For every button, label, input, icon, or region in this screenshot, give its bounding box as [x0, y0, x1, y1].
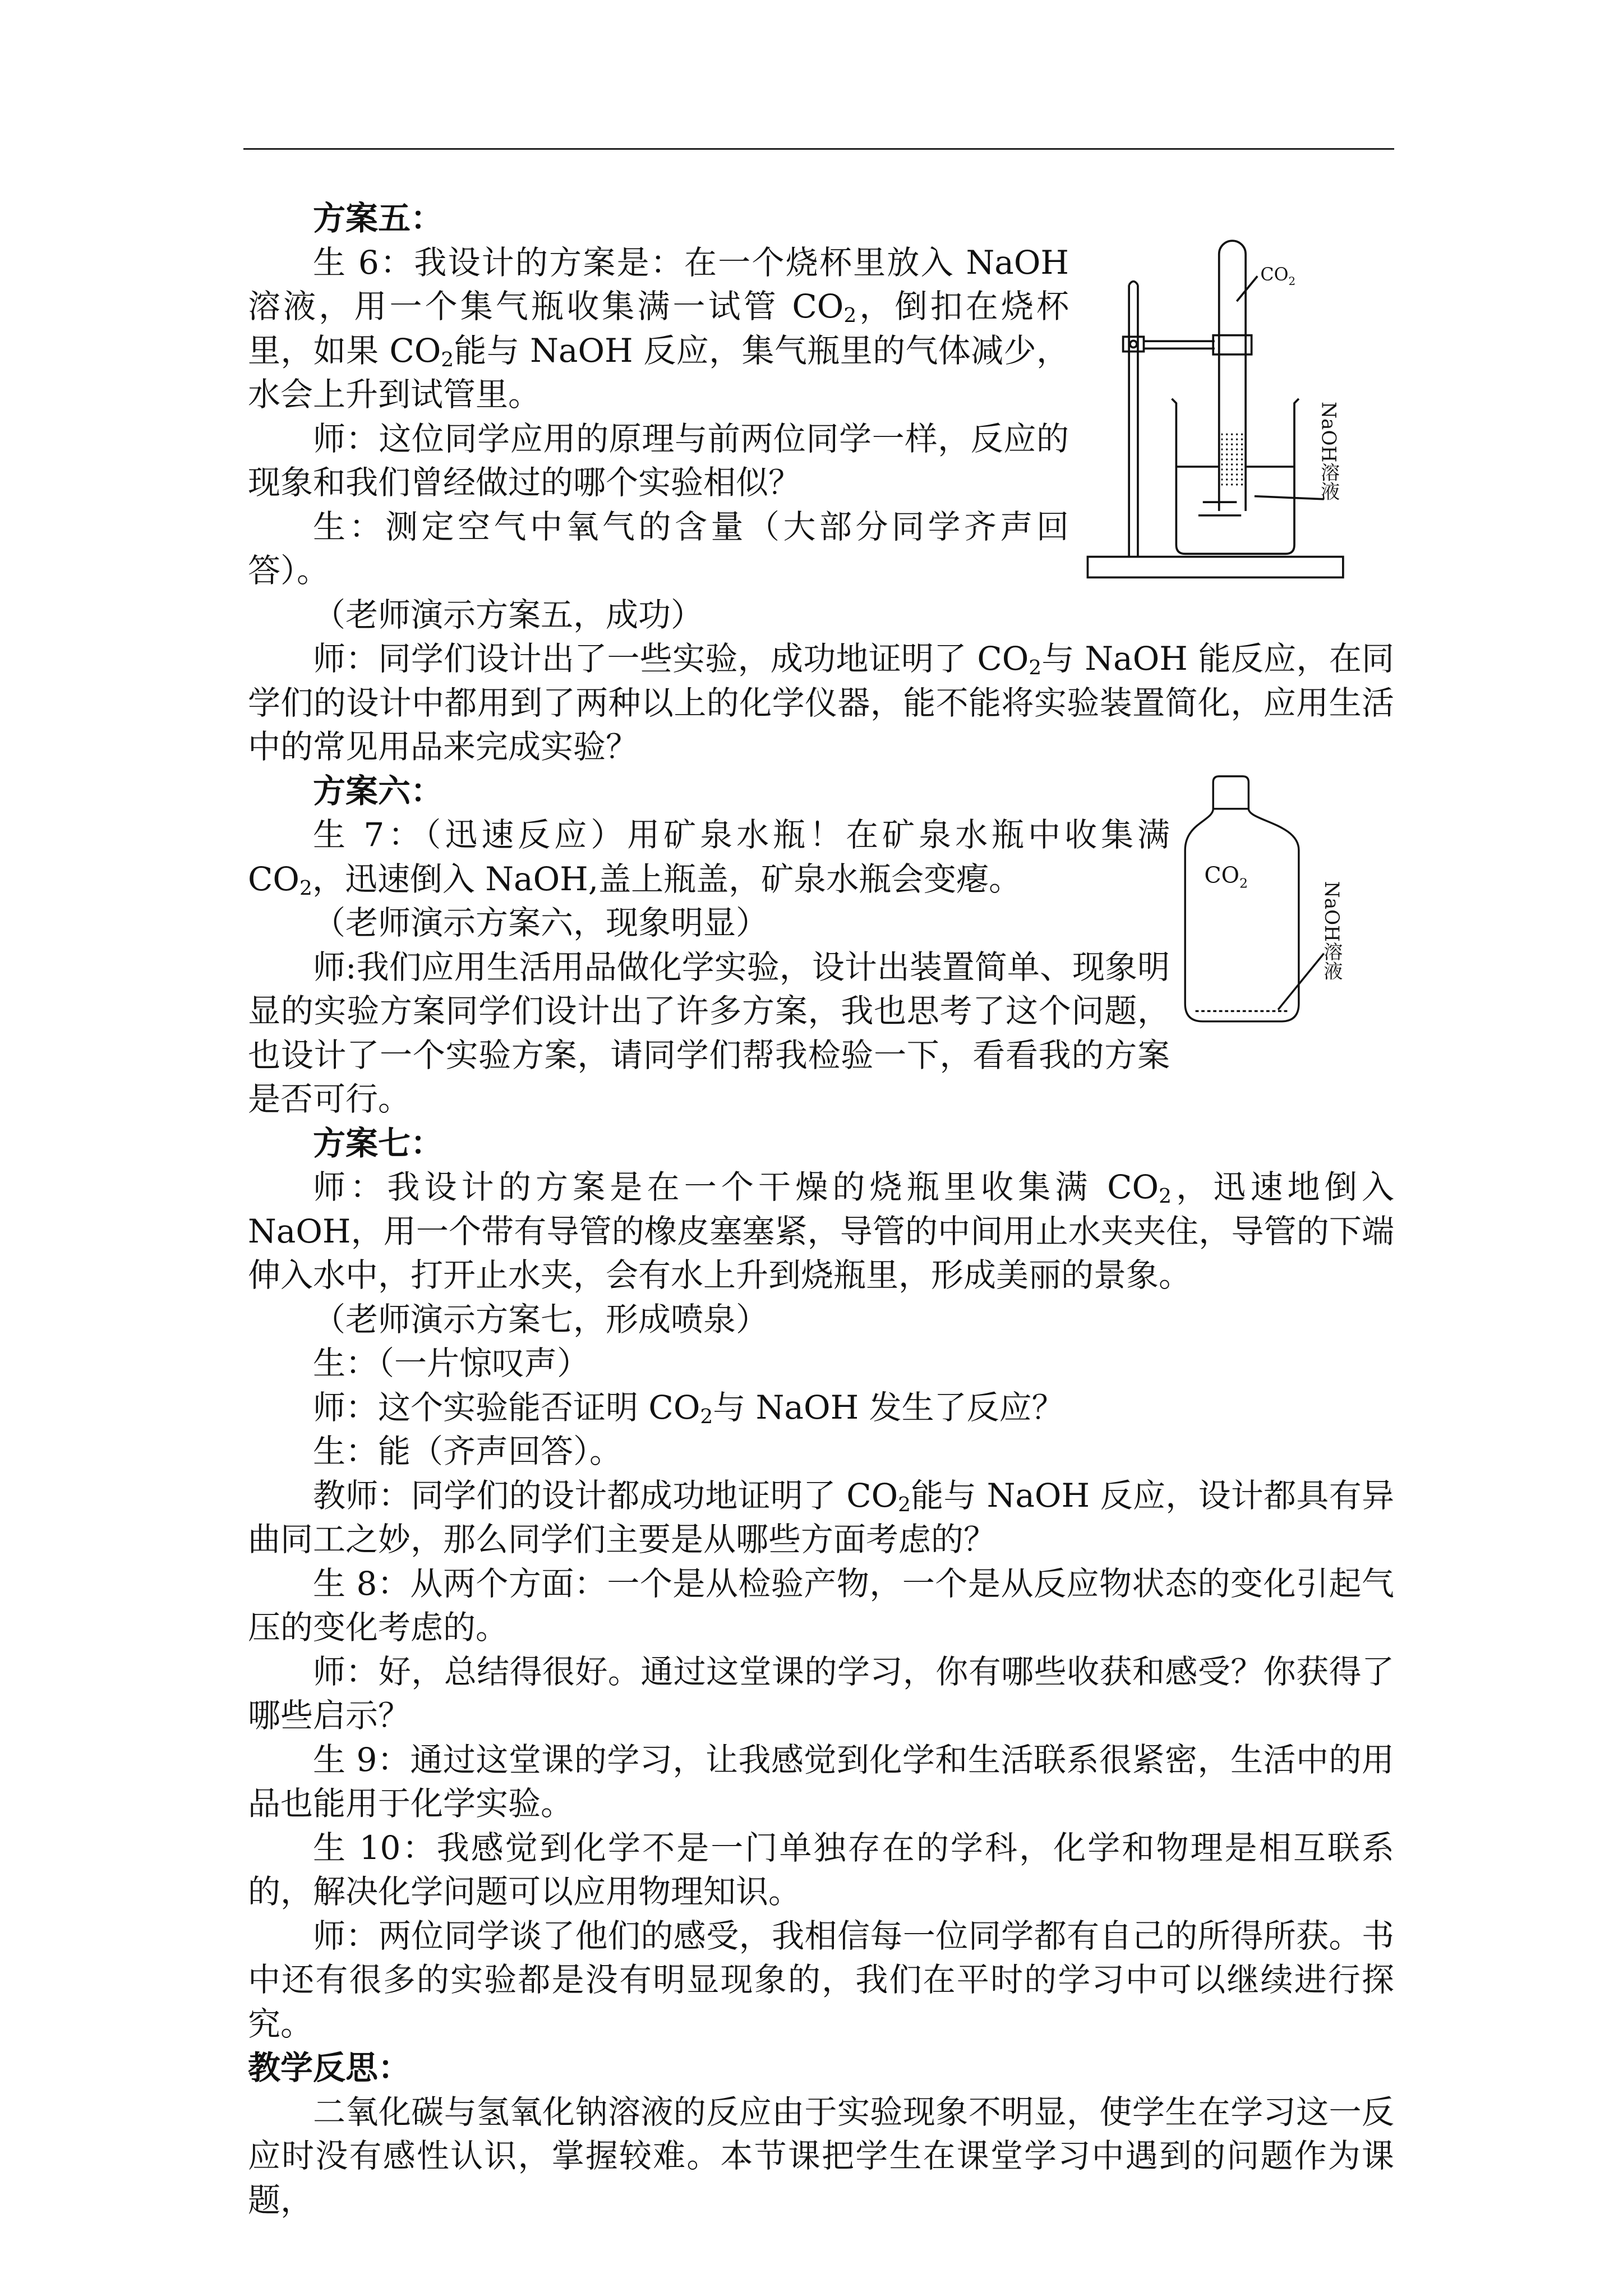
paragraph-text: ，迅速倒入 NaOH,盖上瓶盖，矿泉水瓶会变瘪。: [312, 859, 1022, 898]
paragraph-text: ，迅速地倒入 NaOH，用一个带有导管的橡皮塞塞紧，导管的中间用止水夹夹住，导管的下端伸入水中，打开止水夹，会有水上升到烧瓶里，形成美丽的景象。: [248, 1168, 1394, 1294]
paragraph-text: 师：这个实验能否证明 CO: [313, 1388, 700, 1427]
base-plate: [1087, 557, 1343, 578]
gas-label: [1204, 862, 1248, 891]
header-rule: [243, 148, 1394, 150]
paragraph-text: 生 6：我设计的方案是：在一个烧杯里放入 NaOH 溶液，用一个集气瓶收集满一试管 CO: [248, 243, 1069, 325]
paragraph-text: 生 9：通过这堂课的学习，让我感觉到化学和生活联系很紧密，生活中的用品也能用于化学实验。: [248, 1740, 1394, 1823]
paragraph-text: （老师演示方案五，成功）: [313, 595, 704, 634]
solution-label: NaOH溶液: [1317, 402, 1340, 501]
paragraph-text: 师：我设计的方案是在一个干燥的烧瓶里收集满 CO: [313, 1168, 1159, 1206]
solution-leader-line: [1278, 953, 1324, 1009]
paragraph-text: 教师：同学们的设计都成功地证明了 CO: [313, 1476, 898, 1515]
gas-label-text: CO: [1260, 265, 1289, 286]
heading-text: 方案五：: [313, 199, 444, 237]
document-body: [248, 196, 1394, 2222]
clamp: [1123, 335, 1252, 355]
paragraph-text: ，倒扣在烧杯里，如果 CO: [248, 287, 1069, 370]
paragraph-text: 生 8：从两个方面：一个是从检验产物，一个是从反应物状态的变化引起气压的变化考虑的。: [248, 1564, 1394, 1646]
figure-bottle: [1170, 769, 1394, 1117]
subscript: 2: [441, 348, 454, 371]
heading-text: 教学反思：: [248, 2049, 411, 2087]
subscript: 2: [299, 876, 312, 900]
gas-label-text: CO: [1204, 862, 1239, 888]
dialogue-paragraph: [248, 1165, 1394, 1297]
section-heading: [248, 1121, 1394, 1166]
figure-test-tube-apparatus: [1069, 196, 1394, 583]
paragraph-text: 与 NaOH 发生了反应？: [713, 1388, 1064, 1427]
bottle-drawing: [1178, 772, 1350, 1029]
paragraph-text: 师:我们应用生活用品做化学实验，设计出装置简单、现象明显的实验方案同学们设计出了许多方案，我也思考了这个问题，也设计了一个实验方案，请同学们帮我检验一下，看看我的方案是否可行。: [248, 947, 1170, 1118]
dialogue-paragraph: [248, 1474, 1394, 1562]
dialogue-paragraph: [248, 1386, 1394, 1430]
stand-rod: [1129, 282, 1138, 557]
dialogue-paragraph: [248, 1650, 1394, 1738]
heading-text: 方案七：: [313, 1124, 444, 1162]
dialogue-paragraph: [248, 1738, 1394, 1826]
paragraph-text: 生：能（齐声回答）。: [313, 1432, 623, 1470]
subscript: 2: [700, 1405, 713, 1428]
paragraph-text: 能与 NaOH 反应，设计都具有异曲同工之妙，那么同学们主要是从哪些方面考虑的？: [248, 1476, 1394, 1558]
section-heading: [248, 2046, 1394, 2090]
paragraph-text: 生 7：（迅速反应）用矿泉水瓶！在矿泉水瓶中收集满 CO: [248, 816, 1170, 898]
subscript: 2: [1159, 1184, 1172, 1208]
stage-note: [248, 1297, 1394, 1342]
paragraph-text: 师：好，总结得很好。通过这堂课的学习，你有哪些收获和感受？你获得了哪些启示？: [248, 1652, 1394, 1734]
heading-text: 方案六：: [313, 771, 444, 810]
gas-label: [1260, 265, 1295, 288]
paragraph-text: 二氧化碳与氢氧化钠溶液的反应由于实验现象不明显，使学生在学习这一反应时没有感性认识，掌握较难。本节课把学生在课堂学习中遇到的问题作为课题，: [248, 2092, 1394, 2219]
paragraph-text: 生：测定空气中氧气的含量（大部分同学齐声回答）。: [248, 507, 1069, 590]
dialogue-paragraph: [248, 1914, 1394, 2046]
paragraph-text: 能与 NaOH 反应，集气瓶里的气体减少，水会上升到试管里。: [248, 331, 1069, 413]
gas-leader-line: [1237, 276, 1257, 301]
subscript: 2: [898, 1493, 911, 1516]
reflection-paragraph: [248, 2090, 1394, 2223]
paragraph-text: （老师演示方案六，现象明显）: [313, 904, 769, 942]
bubble-dots: [1221, 432, 1243, 487]
paragraph-text: 生：（一片惊叹声）: [313, 1344, 590, 1382]
subscript: 2: [1029, 656, 1042, 679]
paragraph-text: 师：同学们设计出了一些实验，成功地证明了 CO: [313, 639, 1029, 678]
paragraph-text: 与 NaOH 能反应，在同学们的设计中都用到了两种以上的化学仪器，能不能将实验装置简化，应用生活中的常见用品来完成实验？: [248, 639, 1394, 766]
paragraph-text: 师：两位同学谈了他们的感受，我相信每一位同学都有自己的所得所获。书中还有很多的实验都是没有明显现象的，我们在平时的学习中可以继续进行探究。: [248, 1916, 1394, 2043]
dialogue-paragraph: [248, 1562, 1394, 1650]
paragraph-text: （老师演示方案七，形成喷泉）: [313, 1300, 769, 1338]
gas-label-subscript: 2: [1239, 875, 1248, 891]
solution-leader-line: [1255, 496, 1324, 499]
apparatus-drawing: [1077, 229, 1350, 583]
stage-note: [248, 593, 1394, 637]
paragraph-text: 师：这位同学应用的原理与前两位同学一样，反应的现象和我们曾经做过的哪个实验相似？: [248, 419, 1069, 501]
bottle-outline: [1185, 776, 1299, 1021]
dialogue-paragraph: [248, 637, 1394, 769]
paragraph-text: 生 10：我感觉到化学不是一门单独存在的学科，化学和物理是相互联系的，解决化学问题可以应用物理知识。: [248, 1828, 1394, 1911]
dialogue-paragraph: [248, 1429, 1394, 1474]
gas-label-subscript: 2: [1288, 275, 1296, 288]
solution-label: NaOH溶液: [1320, 881, 1343, 980]
dialogue-paragraph: [248, 1341, 1394, 1386]
subscript: 2: [843, 303, 857, 327]
dialogue-paragraph: [248, 1826, 1394, 1914]
